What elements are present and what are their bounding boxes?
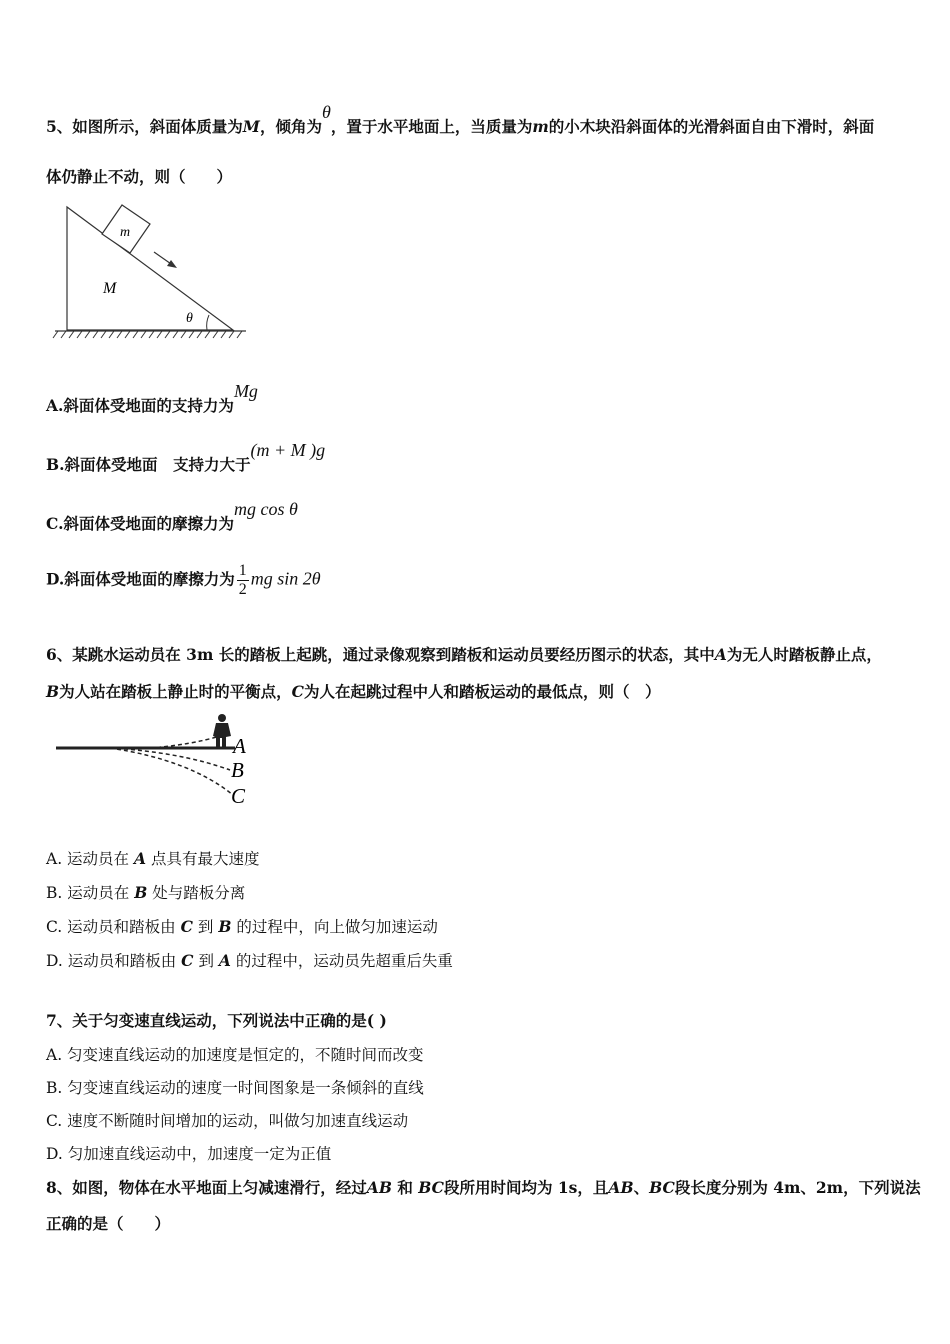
q8-stem-line1: 8、如图，物体在水平地面上匀减速滑行，经过AB 和 BC段所用时间均为 1s，且AB、BC段长度分别为 4m、2m，下列说法 (46, 1178, 921, 1197)
q5-stem-line2: 体仍静止不动，则（ ） (46, 167, 233, 186)
q5-option-a: A.斜面体受地面的支持力为Mg (46, 381, 258, 415)
fraction-half: $\frac{1}{2}$ (238, 562, 247, 598)
q5-stem-line1: 5、如图所示，斜面体质量为M，倾角为θ，置于水平地面上，当质量为m的小木块沿斜面体的光滑斜面自由下滑时，斜面 (46, 102, 875, 136)
label-a: A (233, 734, 246, 758)
q7-option-c: C. 速度不断随时间增加的运动，叫做匀加速直线运动 (46, 1112, 409, 1130)
q6-option-d: D. 运动员和踏板由 C 到 A 的过程中，运动员先超重后失重 (46, 951, 453, 970)
q5-option-c: C.斜面体受地面的摩擦力为mg cos θ (46, 499, 298, 533)
arrow-head (167, 260, 177, 268)
q6-option-a: A. 运动员在 A 点具有最大速度 (46, 849, 260, 868)
body-label: M (103, 280, 117, 297)
incline-figure (50, 200, 260, 350)
q5-option-b: B.斜面体受地面 支持力大于(m + M )g (46, 440, 326, 474)
option-d-math: mg sin 2θ (250, 568, 321, 589)
ground-hatching (53, 331, 242, 338)
q5-option-d: D.斜面体受地面的摩擦力为 $\frac{1}{2}$ mg sin 2θ (46, 562, 321, 598)
q8-stem-line2: 正确的是（ ） (46, 1214, 171, 1233)
diving-board-figure (50, 710, 270, 810)
option-b-math: (m + M )g (250, 440, 326, 460)
q6-option-b: B. 运动员在 B 处与踏板分离 (46, 883, 246, 902)
angle-label: θ (186, 311, 193, 326)
board-curve-up (150, 736, 220, 748)
q7-stem: 7、关于匀变速直线运动，下列说法中正确的是( ) (46, 1011, 387, 1030)
theta-symbol: θ (321, 102, 331, 122)
q7-option-a: A. 匀变速直线运动的加速度是恒定的，不随时间而改变 (46, 1046, 424, 1064)
q6-stem-line2: B为人站在踏板上静止时的平衡点，C为人在起跳过程中人和踏板运动的最低点，则（ ） (46, 682, 661, 701)
option-a-math: Mg (233, 381, 258, 401)
q7-option-b: B. 匀变速直线运动的速度一时间图象是一条倾斜的直线 (46, 1079, 424, 1097)
board-curve-c (110, 748, 233, 795)
q7-option-d: D. 匀加速直线运动中，加速度一定为正值 (46, 1145, 332, 1163)
label-b: B (231, 758, 244, 782)
var-m: m (532, 117, 549, 136)
angle-arc (207, 315, 209, 330)
board-curve-b (110, 748, 230, 770)
option-c-math: mg cos θ (233, 499, 298, 519)
var-M: M (242, 117, 260, 136)
q6-stem-line1: 6、某跳水运动员在 3m 长的踏板上起跳，通过录像观察到踏板和运动员要经历图示的状态，其中A为无人时踏板静止点， (46, 645, 882, 664)
q6-option-c: C. 运动员和踏板由 C 到 B 的过程中，向上做匀加速运动 (46, 917, 438, 936)
label-c: C (231, 784, 246, 808)
diver-figure (213, 714, 231, 748)
incline-body (67, 207, 233, 330)
block-label: m (120, 225, 131, 240)
